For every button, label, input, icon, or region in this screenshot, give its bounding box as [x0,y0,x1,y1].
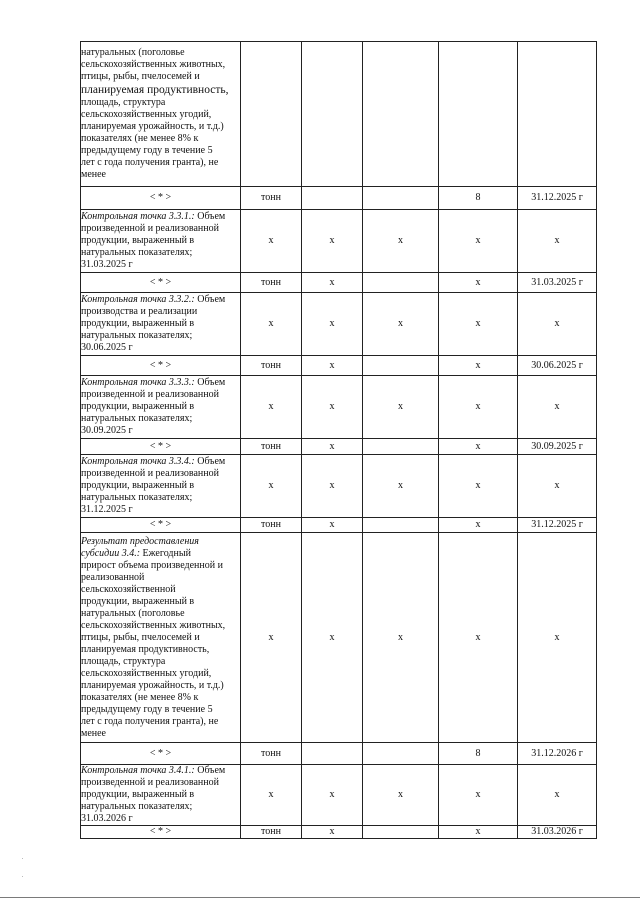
indicators-table [80,41,597,839]
subsidy-result-3-4: Результат предоставления субсидии 3.4.: Ежегодный прирост объема произведенной и реализованной сельскохозяйственной продукции, выраженный в натуральных (поголовье сельскохозяйственных животных, птицы, рыбы, пчелосемей и планируемая продуктивность, площадь, структура сельскохозяйственных угодий, планируемая урожайность, и т.д.) показателях (не менее 8% к предыдущему году в течение 5 лет с года получения гранта), не менее [81,533,241,743]
row-description: натуральных (поголовье сельскохозяйственных животных, птицы, рыбы, пчелосемей и планируемая продуктивность, площадь, структура сельскохозяйственных угодий, планируемая урожайность, и т.д.) показателях (не менее 8% к предыдущему году в течение 5 лет с года получения гранта), не менее [81,42,241,187]
control-point-3-3-2: Контрольная точка 3.3.2.: Объем производства и реализации продукции, выраженный в натуральных показателях; 30.06.2025 г [81,293,241,356]
table-row: < * > тонн х х 31.03.2025 г [81,273,597,293]
date-cell: 31.12.2025 г [518,187,597,210]
table-row: Результат предоставления субсидии 3.4.: Ежегодный прирост объема произведенной и реализованной сельскохозяйственной продукции, выраженный в натуральных (поголовье сельскохозяйственных животных, птицы, рыбы, пчелосемей и планируемая продуктивность, площадь, структура сельскохозяйственных угодий, планируемая урожайность, и т.д.) показателях (не менее 8% к предыдущему году в течение 5 лет с года получения гранта), не менее х х х х х [81,533,597,743]
value-cell: 8 [439,187,518,210]
table-row: < * > тонн х х 30.06.2025 г [81,356,597,376]
table-row: Контрольная точка 3.3.2.: Объем производства и реализации продукции, выраженный в натуральных показателях; 30.06.2025 г х х х х х [81,293,597,356]
control-point-3-3-3: Контрольная точка 3.3.3.: Объем произведенной и реализованной продукции, выраженный в натуральных показателях; 30.09.2025 г [81,376,241,439]
unit-cell: тонн [241,187,302,210]
table-row: Контрольная точка 3.3.3.: Объем произведенной и реализованной продукции, выраженный в натуральных показателях; 30.09.2025 г х х х х х [81,376,597,439]
marker-cell: < * > [81,187,241,210]
table-row: Контрольная точка 3.4.1.: Объем произведенной и реализованной продукции, выраженный в натуральных показателях; 31.03.2026 г х х х х х [81,765,597,826]
scan-speck [22,876,23,877]
table-row: Контрольная точка 3.3.4.: Объем произведенной и реализованной продукции, выраженный в натуральных показателях; 31.12.2025 г х х х х х [81,455,597,518]
table-row: < * > тонн х х 30.09.2025 г [81,439,597,455]
table-row: < * > тонн 8 31.12.2026 г [81,743,597,765]
table-row [81,42,597,187]
control-point-3-3-4: Контрольная точка 3.3.4.: Объем произведенной и реализованной продукции, выраженный в натуральных показателях; 31.12.2025 г [81,455,241,518]
control-point-3-3-1: Контрольная точка 3.3.1.: Объем произведенной и реализованной продукции, выраженный в натуральных показателях; 31.03.2025 г [81,210,241,273]
page-bottom-edge [0,897,640,898]
table-row: < * > тонн х х 31.03.2026 г [81,826,597,839]
table-row [81,187,597,210]
table-row: Контрольная точка 3.3.1.: Объем произведенной и реализованной продукции, выраженный в натуральных показателях; 31.03.2025 г х х х х х [81,210,597,273]
control-point-3-4-1: Контрольная точка 3.4.1.: Объем произведенной и реализованной продукции, выраженный в натуральных показателях; 31.03.2026 г [81,765,241,826]
table-row: < * > тонн х х 31.12.2025 г [81,518,597,533]
scan-speck [22,858,23,859]
